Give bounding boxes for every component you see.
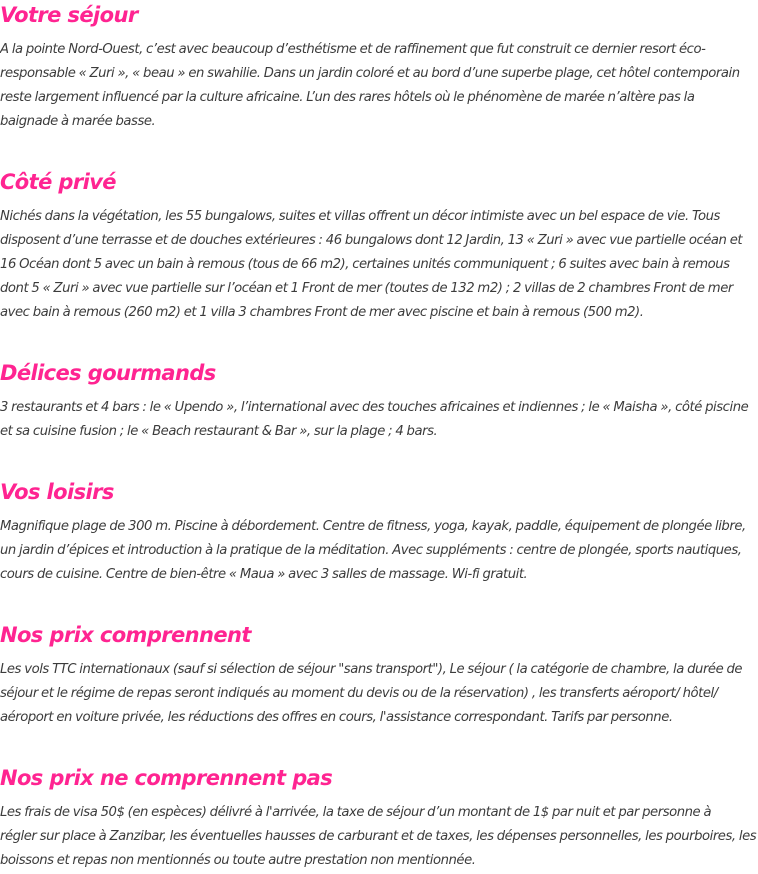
text-line: baignade à marée basse. (0, 114, 156, 129)
section-title: Côté privé (0, 170, 116, 194)
section-nos-prix-comprennent (0, 621, 758, 730)
text-line: Les frais de visa 50$ (en espèces) délivré à l'arrivée, la taxe de séjour d’un montant de 1$ par nuit et par personne à (0, 805, 712, 820)
text-line: aéroport en voiture privée, les réductions des offres en cours, l'assistance correspondant. Tarifs par personne. (0, 710, 673, 725)
text-line: Magnifique plage de 300 m. Piscine à débordement. Centre de fitness, yoga, kayak, paddle, équipement de plongée libre, (0, 519, 746, 534)
text-line: avec bain à remous (260 m2) et 1 villa 3 chambres Front de mer avec piscine et bain à remous (500 m2). (0, 305, 644, 320)
text-line: Les vols TTC internationaux (sauf si sélection de séjour "sans transport"), Le séjour ( la catégorie de chambre, la durée de (0, 662, 743, 677)
section-title: Nos prix ne comprennent pas (0, 766, 333, 790)
section-nos-prix-ne-comprennent-pas (0, 764, 758, 873)
section-title: Nos prix comprennent (0, 623, 251, 647)
section-body (0, 801, 758, 873)
text-line: reste largement influencé par la culture africaine. L’un des rares hôtels où le phénomène de marée n’altère pas la (0, 90, 695, 105)
section-body (0, 515, 758, 587)
section-body (0, 396, 758, 444)
text-line: 3 restaurants et 4 bars : le « Upendo », l’international avec des touches africaines et indiennes ; le « Maisha », côté piscine (0, 400, 749, 415)
section-cote-prive (0, 168, 758, 325)
text-line: un jardin d’épices et introduction à la pratique de la méditation. Avec suppléments : centre de plongée, sports nautiques, (0, 543, 742, 558)
section-votre-sejour (0, 1, 758, 134)
text-line: dont 5 « Zuri » avec vue partielle sur l’océan et 1 Front de mer (toutes de 132 m2) ; 2 villas de 2 chambres Front de mer (0, 281, 733, 296)
section-body (0, 38, 758, 134)
text-line: responsable « Zuri », « beau » en swahilie. Dans un jardin coloré et au bord d’une superbe plage, cet hôtel contemporain (0, 66, 740, 81)
text-line: disposent d’une terrasse et de douches extérieures : 46 bungalows dont 12 Jardin, 13 « Zuri » avec vue partielle océan et (0, 233, 743, 248)
text-line: et sa cuisine fusion ; le « Beach restaurant & Bar », sur la plage ; 4 bars. (0, 424, 438, 439)
text-line: séjour et le régime de repas seront indiqués au moment du devis ou de la réservation) , les transferts aéroport/ hôtel/ (0, 686, 718, 701)
text-line: boissons et repas non mentionnés ou toute autre prestation non mentionnée. (0, 853, 476, 868)
section-title: Vos loisirs (0, 480, 114, 504)
text-line: cours de cuisine. Centre de bien-être « Maua » avec 3 salles de massage. Wi-fi gratuit. (0, 567, 528, 582)
text-line: Nichés dans la végétation, les 55 bungalows, suites et villas offrent un décor intimiste avec un bel espace de vie. Tous (0, 209, 720, 224)
section-title: Votre séjour (0, 3, 138, 27)
section-body (0, 205, 758, 325)
section-delices-gourmands (0, 359, 758, 444)
section-body (0, 658, 758, 730)
section-vos-loisirs (0, 478, 758, 587)
section-title: Délices gourmands (0, 361, 216, 385)
text-line: régler sur place à Zanzibar, les éventuelles hausses de carburant et de taxes, les dépenses personnelles, les pourboires, les (0, 829, 757, 844)
text-line: A la pointe Nord-Ouest, c’est avec beaucoup d’esthétisme et de raffinement que fut construit ce dernier resort éco- (0, 42, 706, 57)
text-line: 16 Océan dont 5 avec un bain à remous (tous de 66 m2), certaines unités communiquent ; 6 suites avec bain à remous (0, 257, 730, 272)
